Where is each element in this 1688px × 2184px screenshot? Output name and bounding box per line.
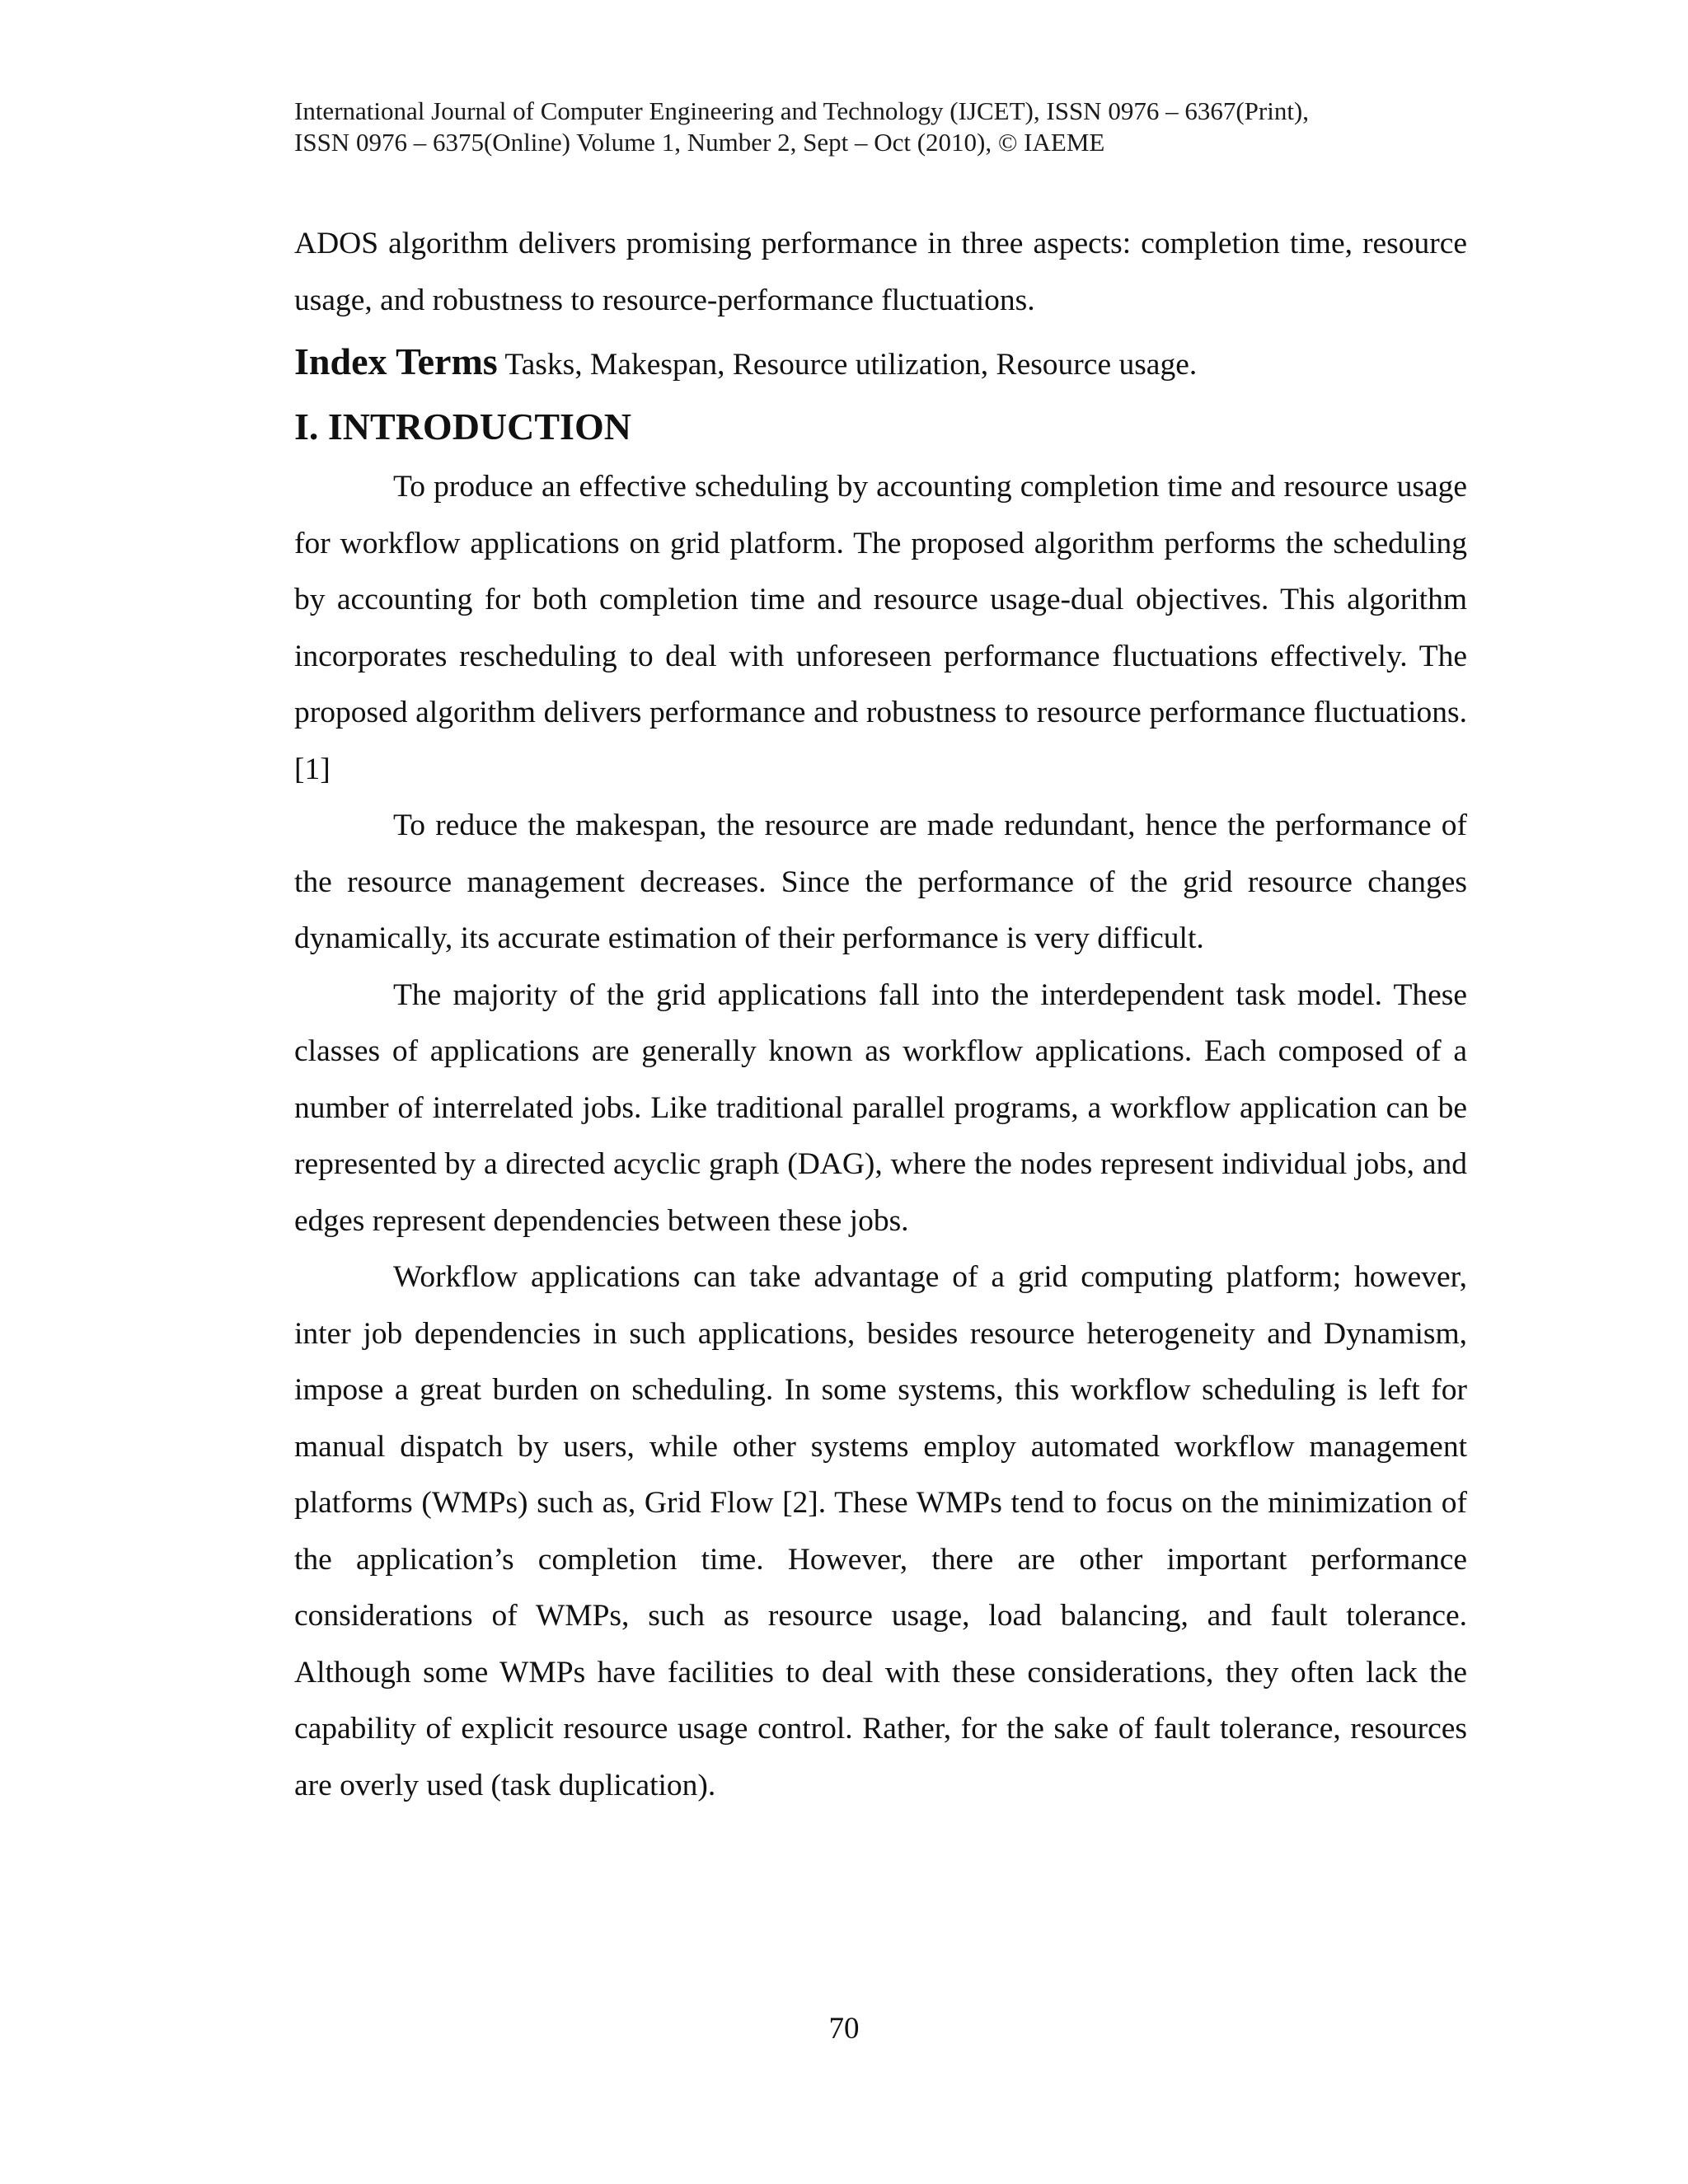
page-number: 70 — [828, 2012, 860, 2046]
section-heading-introduction: I. INTRODUCTION — [294, 405, 631, 448]
body-text — [294, 216, 1467, 1814]
intro-paragraph-4: Workflow applications can take advantage of a grid computing platform; however, inter job dependencies in such applications, besides resource heterogeneity and Dynamism, impose a great burden on scheduling. In some systems, this workflow scheduling is left for manual dispatch by users, while other systems employ automated workflow management platforms (WMPs) such as, Grid Flow [2]. These WMPs tend to focus on the minimization of the application’s completion time. However, there are other important performance considerations of WMPs, such as resource usage, load balancing, and fault tolerance. Although some WMPs have facilities to deal with these considerations, they often lack the capability of explicit resource usage control. Rather, for the sake of fault tolerance, resources are overly used (task duplication). — [294, 1260, 1467, 1802]
intro-paragraph-2: To reduce the makespan, the resource are made redundant, hence the performance of the resource management decreases. Since the performance of the grid resource changes dynamically, its accurate estimation of their performance is very difficult. — [294, 808, 1467, 955]
intro-paragraph-3: The majority of the grid applications fall into the interdependent task model. These classes of applications are generally known as workflow applications. Each composed of a number of interrelated jobs. Like traditional parallel programs, a workflow application can be represented by a directed acyclic graph (DAG), where the nodes represent individual jobs, and edges represent dependencies between these jobs. — [294, 977, 1467, 1238]
abstract-continuation: ADOS algorithm delivers promising performance in three aspects: completion time, resource usage, and robustness to resource-performance fluctuations. — [294, 227, 1467, 317]
journal-running-header — [294, 96, 1465, 158]
index-terms-label: Index Terms — [294, 340, 498, 382]
journal-header-line-2: ISSN 0976 – 6375(Online) Volume 1, Number 2, Sept – Oct (2010), © IAEME — [294, 128, 1105, 157]
index-terms — [294, 332, 1467, 395]
journal-header-line-1: International Journal of Computer Engineering and Technology (IJCET), ISSN 0976 – 6367(Print), — [294, 96, 1310, 125]
index-terms-text: Tasks, Makespan, Resource utilization, Resource usage. — [497, 348, 1198, 382]
intro-paragraph-1: To produce an effective scheduling by accounting completion time and resource usage for workflow applications on grid platform. The proposed algorithm performs the scheduling by accounting for both completion time and resource usage-dual objectives. This algorithm incorporates rescheduling to deal with unforeseen performance fluctuations effectively. The proposed algorithm delivers performance and robustness to resource performance fluctuations.[1] — [294, 470, 1467, 786]
